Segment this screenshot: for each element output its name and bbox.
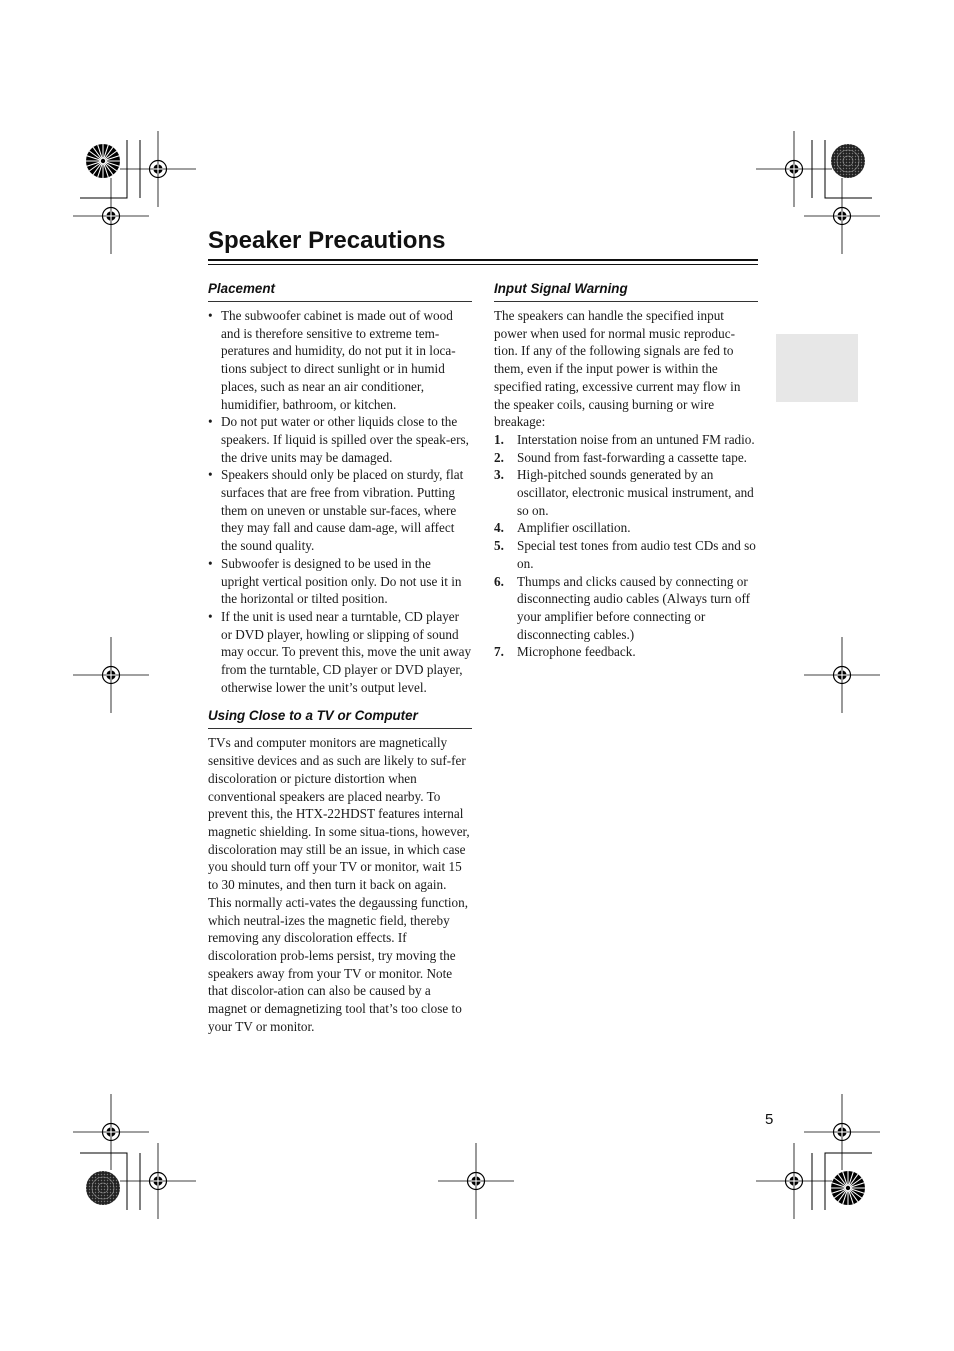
list-item: • Do not put water or other liquids close to the speakers. If liquid is spilled over the speak-ers, the drive units may be damaged. [208,413,472,466]
item-text: Interstation noise from an untuned FM radio. [517,431,755,447]
item-number: 4. [494,520,504,536]
item-text: High-pitched sounds generated by an oscillator, electronic musical instrument, and so on. [517,467,754,518]
placement-heading: Placement [208,279,472,302]
registration-mark-icon [804,637,880,713]
item-number: 7. [494,644,504,660]
list-item: • Speakers should only be placed on sturdy, flat surfaces that are free from vibration. Putting them on uneven or unstable sur-faces, where they may fall and cause dam-age, will affect the sound quality. [208,466,472,555]
item-number: 5. [494,538,504,554]
item-number: 1. [494,431,504,447]
list-item [494,431,758,449]
registration-mark-icon [120,1143,196,1219]
input-warning-list [494,431,758,661]
registration-mark-icon [73,178,149,254]
halftone-mark-icon [831,144,865,178]
page-number: 5 [765,1111,774,1128]
right-column [494,279,758,661]
list-item [494,537,758,572]
item-text: Amplifier oscillation. [517,520,631,536]
item-text: Microphone feedback. [517,644,636,660]
item-number: 6. [494,573,504,589]
placement-list [208,307,472,696]
list-item: • If the unit is used near a turntable, CD player or DVD player, howling or slipping of sound may occur. To prevent this, move the unit away from the turntable, CD player or DVD player, otherwise lower the unit’s output level. [208,608,472,697]
list-item [494,466,758,519]
page-title: Speaker Precautions [208,227,446,254]
registration-mark-icon [804,1094,880,1170]
item-text: Special test tones from audio test CDs and so on. [517,538,756,571]
registration-mark-icon [120,131,196,207]
registration-mark-icon [73,637,149,713]
halftone-mark-icon [86,1171,120,1205]
item-number: 2. [494,449,504,465]
registration-mark-icon [756,131,832,207]
registration-mark-icon [756,1143,832,1219]
input-warning-heading: Input Signal Warning [494,279,758,302]
registration-mark-icon [804,178,880,254]
title-rule [208,264,758,265]
registration-mark-icon [73,1094,149,1170]
input-warning-intro: The speakers can handle the specified input power when used for normal music reproduc-tion. If any of the following signals are fed to them, even if the input power is within the specified rating, excessive current may flow in the speaker coils, causing burning or wire breakage: [494,308,741,430]
starburst-mark-icon [86,144,120,178]
item-number: 3. [494,467,504,483]
list-item [494,573,758,644]
section-tab [776,334,858,402]
left-column [208,279,472,1035]
title-rule [208,259,758,261]
item-text: Thumps and clicks caused by connecting or disconnecting audio cables (Always turn off your amplifier before connecting or disconnecting cables.) [517,573,751,642]
list-item [494,519,758,537]
list-item: • The subwoofer cabinet is made out of wood and is therefore sensitive to extreme tem-peratures and humidity, do not put it in loca-tions subject to direct sunlight or in humid places, such as near an air conditioner, humidifier, bathroom, or kitchen. [208,307,472,413]
list-item [494,449,758,467]
starburst-mark-icon [831,1171,865,1205]
tv-section-heading: Using Close to a TV or Computer [208,706,472,729]
registration-mark-icon [438,1143,514,1219]
tv-section-body: TVs and computer monitors are magnetically sensitive devices and as such are likely to suf-fer discoloration or picture distortion when conventional speakers are placed nearby. To prevent this, the HTX-22HDST features internal magnetic shielding. In some situa-tions, however, discoloration may still be an issue, in which case you should turn off your TV or monitor, wait 15 to 30 minutes, and then turn it back on again. This normally acti-vates the degaussing function, which neutral-izes the magnetic field, thereby removing any discoloration effects. If discoloration prob-lems persist, try moving the speakers away from your TV or monitor. Note that discolor-ation can also be caused by a magnet or demagnetizing tool that’s too close to your TV or monitor. [208,735,470,1034]
item-text: Sound from fast-forwarding a cassette tape. [517,449,747,465]
list-item [494,643,758,661]
list-item: • Subwoofer is designed to be used in the upright vertical position only. Do not use it in the horizontal or tilted position. [208,555,472,608]
